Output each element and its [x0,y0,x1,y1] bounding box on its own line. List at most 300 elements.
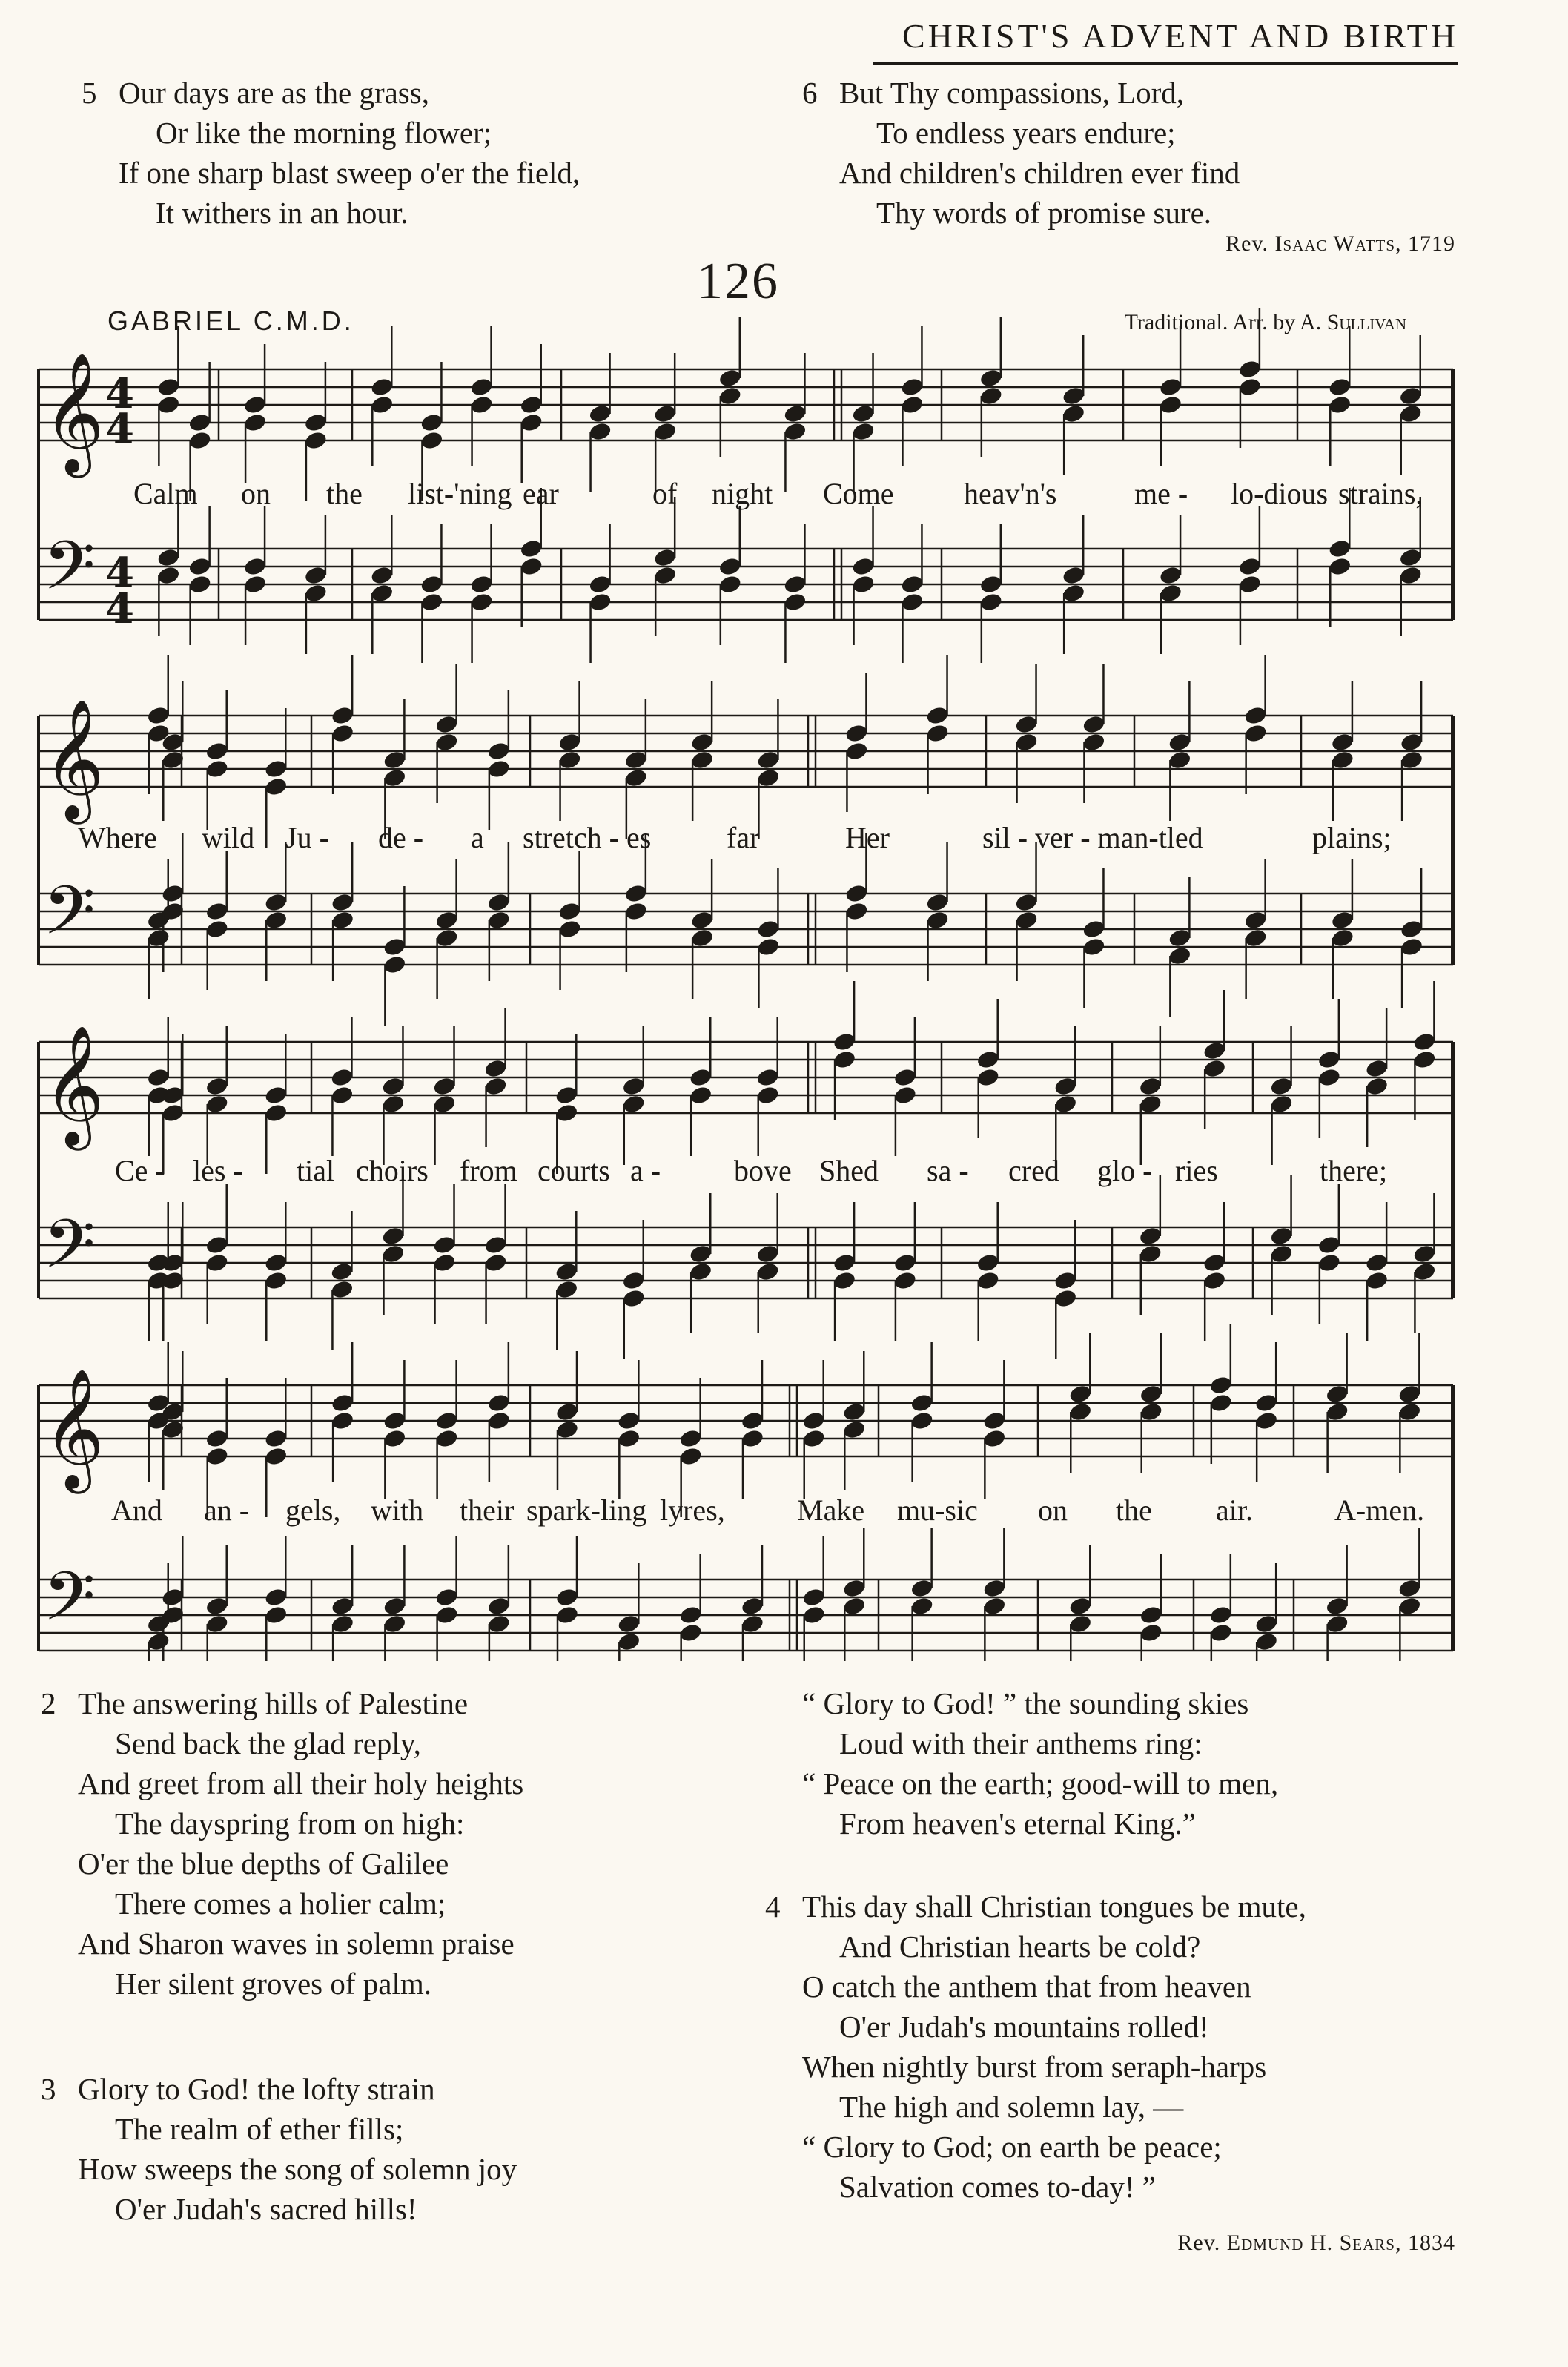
note-head [264,1270,288,1291]
verse-line: Or like the morning flower; [156,116,492,150]
lyric-syllable: sa - [927,1154,969,1187]
note-head [844,723,869,744]
note-head [617,1631,641,1652]
lyric-syllable: les - [193,1154,243,1187]
note-head [381,1244,406,1264]
note-head [851,574,876,595]
note-head [156,394,181,415]
note-head [370,565,394,586]
lyric-syllable: lyres, [660,1493,725,1527]
note-head [264,759,288,779]
note-head [1328,394,1352,415]
note-head [383,1614,407,1634]
note-head [205,1428,229,1449]
note-head [486,759,511,779]
note-head [982,1578,1007,1599]
note-head [264,1605,288,1625]
note-head [1138,1076,1162,1097]
note-head [469,377,494,397]
note-head [1208,1375,1233,1396]
note-head [1269,1244,1294,1264]
note-head [330,1261,354,1282]
lyric-syllable: courts [537,1154,610,1187]
note-head [982,1410,1007,1431]
note-head [555,1279,579,1300]
note-head [653,421,678,442]
note-head [1159,565,1183,586]
note-head [1328,377,1352,397]
note-head [1139,1384,1163,1404]
verse-line: Glory to God! the lofty strain [78,2072,435,2106]
note-head [1053,1288,1078,1309]
lyric-syllable: Calm [133,477,198,510]
verse-line: The high and solemn lay, — [839,2090,1184,2124]
verse-line: To endless years endure; [876,116,1176,150]
note-head [188,430,212,451]
lyric-syllable: on [1038,1493,1068,1527]
note-head [205,901,229,922]
verse-line: And greet from all their holy heights [78,1766,524,1800]
note-head [1237,359,1262,380]
note-head [851,403,876,424]
note-head [420,412,444,433]
note-head [690,910,715,931]
verse-line: Send back the glad reply, [115,1726,421,1760]
note-head [383,1410,407,1431]
note-head [483,1058,508,1079]
lyric-syllable: heav'n's [964,477,1057,510]
note-head [264,892,288,913]
note-head [617,1410,641,1431]
lyric-syllable: far [727,821,760,854]
note-head [486,1614,511,1634]
note-head [740,1614,764,1634]
note-head [1398,565,1423,586]
note-head [1398,547,1423,568]
note-head [555,1605,579,1625]
lyric-syllable: Her [845,821,890,854]
note-head [1237,377,1262,397]
note-head [1254,1631,1279,1652]
note-head [1053,1270,1078,1291]
running-header: CHRIST'S ADVENT AND BIRTH [902,17,1458,55]
note-head [264,1446,288,1467]
arrangement-credit: Traditional. Arr. by A. Sullivan [1124,310,1406,334]
note-head [1139,1622,1163,1643]
note-head [842,1578,867,1599]
note-head [420,430,444,451]
note-head [689,1244,713,1264]
note-head [486,910,511,931]
note-head [1138,1094,1162,1115]
lyric-syllable: gels, [285,1493,341,1527]
note-head [1062,583,1086,604]
note-head [982,1596,1007,1617]
note-head [264,1085,288,1106]
note-head [1068,1384,1093,1404]
verse-line: O'er the blue depths of Galilee [78,1846,449,1881]
note-head [205,1614,229,1634]
lyric-syllable: A-men. [1334,1493,1425,1527]
note-head [1400,732,1424,753]
note-head [1159,394,1183,415]
note-head [434,928,459,948]
note-head [1412,1049,1437,1070]
note-head [678,1605,703,1625]
note-head [1082,937,1106,957]
note-head [303,412,328,433]
note-head [678,1428,703,1449]
note-head [617,1428,641,1449]
note-head [1398,403,1423,424]
note-head [1400,919,1424,940]
lyric-syllable: Shed [819,1154,879,1187]
note-head [588,421,612,442]
lyric-syllable: sil - ver - man-tled [982,821,1203,854]
note-head [588,574,612,595]
note-head [689,1067,713,1088]
note-head [653,547,678,568]
lyric-syllable: list-'ning [408,477,512,510]
note-head [842,1596,867,1617]
note-head [205,1094,229,1115]
note-head [434,1428,459,1449]
note-head [976,1049,1000,1070]
note-head [1237,574,1262,595]
note-head [383,1596,407,1617]
note-head [842,1419,867,1440]
verse-4: 4 This day shall Christian tongues be mute, And Christian hearts be cold? O catch the anthem that from heaven O'er Judah's mountains rolled! When nightly burst from seraph-harps The high and solemn lay, — “ Glory to God; on earth be peace; Salvation comes to-day! ” [765,1889,1306,2204]
note-head [783,592,807,613]
verse-line: There comes a holier calm; [115,1886,446,1921]
note-head [851,421,876,442]
note-head [303,565,328,586]
lyric-syllable: with [371,1493,424,1527]
note-head [156,565,181,586]
note-head [434,1605,459,1625]
note-head [1412,1261,1437,1282]
note-head [900,377,924,397]
note-head [900,394,924,415]
note-head [434,1410,459,1431]
note-head [1068,1614,1093,1634]
note-head [844,883,869,904]
note-head [910,1578,934,1599]
note-head [188,574,212,595]
note-head [910,1410,934,1431]
note-head [1053,1076,1078,1097]
note-head [900,592,924,613]
note-head [1159,377,1183,397]
note-head [519,556,543,577]
verse-number: 5 [82,76,97,110]
bass-clef-icon: 𝄢 [43,1557,96,1652]
note-head [1159,583,1183,604]
note-head [303,430,328,451]
verse-line: O'er Judah's sacred hills! [115,2192,417,2226]
note-head [146,928,171,948]
note-head [623,883,648,904]
note-head [755,1244,780,1264]
verse-line: “ Peace on the earth; good-will to men, [802,1766,1279,1800]
note-head [623,767,648,788]
note-head [381,1094,406,1115]
note-head [1168,928,1192,948]
verse-number: 6 [802,76,818,110]
note-head [469,394,494,415]
note-head [486,892,511,913]
note-head [483,1252,508,1273]
lyric-syllable: de - [378,821,424,854]
note-head [1398,386,1423,406]
note-head [1412,1031,1437,1052]
note-head [331,723,355,744]
note-head [900,574,924,595]
lyric-syllable: Make [797,1493,865,1527]
note-head [1397,1402,1422,1422]
note-head [146,1631,171,1652]
note-head [434,714,459,735]
note-head [740,1410,764,1431]
lyric-syllable: stretch - es [523,821,652,854]
lyric-syllable: Ce - [115,1154,165,1187]
note-head [243,574,268,595]
note-head [1269,1076,1294,1097]
note-head [1168,945,1192,966]
verse-line: This day shall Christian tongues be mute, [802,1889,1306,1924]
lyric-syllable: a - [630,1154,661,1187]
lyric-syllable: Ju - [285,821,329,854]
time-signature-icon: 4 [105,584,134,633]
note-head [910,1393,934,1413]
note-head [381,1076,406,1097]
note-head [678,1446,703,1467]
note-head [976,1067,1000,1088]
verse-line: “ Glory to God; on earth be peace; [802,2130,1222,2164]
note-head [1062,565,1086,586]
note-head [331,1410,355,1431]
note-head [623,750,648,770]
note-head [621,1270,646,1291]
note-head [331,1596,355,1617]
time-signature-icon: 4 [105,405,134,454]
note-head [621,1288,646,1309]
note-head [756,919,781,940]
note-head [1014,892,1039,913]
note-head [718,574,742,595]
lyric-syllable: their [460,1493,515,1527]
note-head [330,1067,354,1088]
lyric-syllable: choirs [356,1154,429,1187]
note-head [1203,1270,1227,1291]
note-head [1397,1384,1422,1404]
lyric-syllable: mu-sic [897,1493,978,1527]
note-head [979,368,1003,389]
time-signature-icon: 4 [105,549,134,598]
note-head [205,919,229,940]
bass-clef-icon: 𝄢 [43,1205,96,1300]
note-head [653,565,678,586]
note-head [370,583,394,604]
lyric-syllable: tial [297,1154,335,1187]
note-head [621,1076,646,1097]
note-head [264,776,288,797]
note-head [434,910,459,931]
note-head [483,1076,508,1097]
note-head [264,1428,288,1449]
treble-clef-icon: 𝄞 [43,352,105,473]
verse-line: Our days are as the grass, [119,76,429,110]
note-head [1365,1252,1389,1273]
text-credit-sears: Rev. Edmund H. Sears, 1834 [1177,2231,1455,2255]
verse-line: The answering hills of Palestine [78,1686,469,1720]
lyric-syllable: from [460,1154,517,1187]
note-head [925,705,950,726]
note-head [483,1235,508,1255]
note-head [1237,556,1262,577]
note-head [783,421,807,442]
lyric-syllable: night [712,477,773,510]
note-head [432,1252,457,1273]
lyric-syllable: Where [78,821,157,854]
verse-line: “ Glory to God! ” the sounding skies [802,1686,1249,1720]
note-head [1325,1596,1349,1617]
lyric-syllable: plains; [1312,821,1392,854]
note-head [1068,1402,1093,1422]
note-head [979,592,1003,613]
note-head [205,1596,229,1617]
verse-line: When nightly burst from seraph-harps [802,2050,1267,2084]
verse-line: If one sharp blast sweep o'er the field, [119,156,580,190]
note-head [330,1085,354,1106]
note-head [420,592,444,613]
note-head [755,1085,780,1106]
verse-line: O'er Judah's mountains rolled! [839,2010,1209,2044]
note-head [1412,1244,1437,1264]
note-head [1269,1226,1294,1247]
tune-name: GABRIEL C.M.D. [107,306,354,336]
note-head [486,1393,511,1413]
note-head [555,1261,579,1282]
note-head [558,732,582,753]
note-head [801,1605,826,1625]
note-head [1328,538,1352,559]
note-head [851,556,876,577]
hymn-number: 126 [697,253,779,310]
note-head [264,1252,288,1273]
note-head [833,1270,857,1291]
note-head [833,1049,857,1070]
note-head [1243,928,1268,948]
note-head [1330,928,1354,948]
note-head [188,556,212,577]
note-head [432,1235,457,1255]
note-head [1365,1076,1389,1097]
note-head [801,1428,826,1449]
lyric-syllable: glo - [1097,1154,1153,1187]
lyric-syllable: spark-ling [526,1493,647,1527]
note-head [756,937,781,957]
verse-line: Loud with their anthems ring: [839,1726,1203,1760]
note-head [1243,910,1268,931]
note-head [1208,1393,1233,1413]
note-head [1068,1596,1093,1617]
note-head [893,1067,917,1088]
note-head [1014,714,1039,735]
note-head [383,954,407,975]
note-head [893,1085,917,1106]
note-head [331,1614,355,1634]
lyric-syllable: cred [1008,1154,1059,1187]
note-head [1014,910,1039,931]
note-head [383,937,407,957]
note-head [1082,714,1106,735]
verse-line: From heaven's eternal King.” [839,1806,1197,1841]
note-head [783,574,807,595]
note-head [555,1103,579,1123]
note-head [383,750,407,770]
note-head [740,1428,764,1449]
note-head [434,732,459,753]
note-head [1330,910,1354,931]
note-head [1062,386,1086,406]
note-head [740,1596,764,1617]
note-head [555,1587,579,1608]
note-head [205,1076,229,1097]
lyric-syllable: a [471,821,484,854]
note-head [1269,1094,1294,1115]
lyric-syllable: And [111,1493,162,1527]
note-head [979,386,1003,406]
note-head [303,583,328,604]
lyric-syllable: wild [202,821,255,854]
note-head [1330,732,1354,753]
note-head [486,1410,511,1431]
note-head [558,901,582,922]
note-head [1325,1384,1349,1404]
note-head [893,1270,917,1291]
note-head [519,412,543,433]
note-head [331,910,355,931]
note-head [381,1226,406,1247]
note-head [690,732,715,753]
note-head [982,1428,1007,1449]
note-head [1400,937,1424,957]
note-head [1168,732,1192,753]
verse-line: O catch the anthem that from heaven [802,1970,1251,2004]
note-head [1203,1058,1227,1079]
verse-3: 3 Glory to God! the lofty strain The realm of ether fills; How sweeps the song of solemn joy O'er Judah's sacred hills! [41,2072,517,2226]
note-head [469,592,494,613]
note-head [718,386,742,406]
note-head [1254,1614,1279,1634]
note-head [833,1252,857,1273]
note-head [205,1446,229,1467]
note-head [1325,1614,1349,1634]
note-head [976,1270,1000,1291]
note-head [1397,1578,1422,1599]
verse-2-continued [802,1683,1278,1843]
note-head [1330,750,1354,770]
note-head [330,1279,354,1300]
lyric-syllable: lo-dious [1231,477,1329,510]
note-head [910,1596,934,1617]
note-head [555,1085,579,1106]
note-head [558,919,582,940]
note-head [1254,1410,1279,1431]
time-signature-icon: 4 [105,369,134,418]
lyric-syllable: the [326,477,363,510]
